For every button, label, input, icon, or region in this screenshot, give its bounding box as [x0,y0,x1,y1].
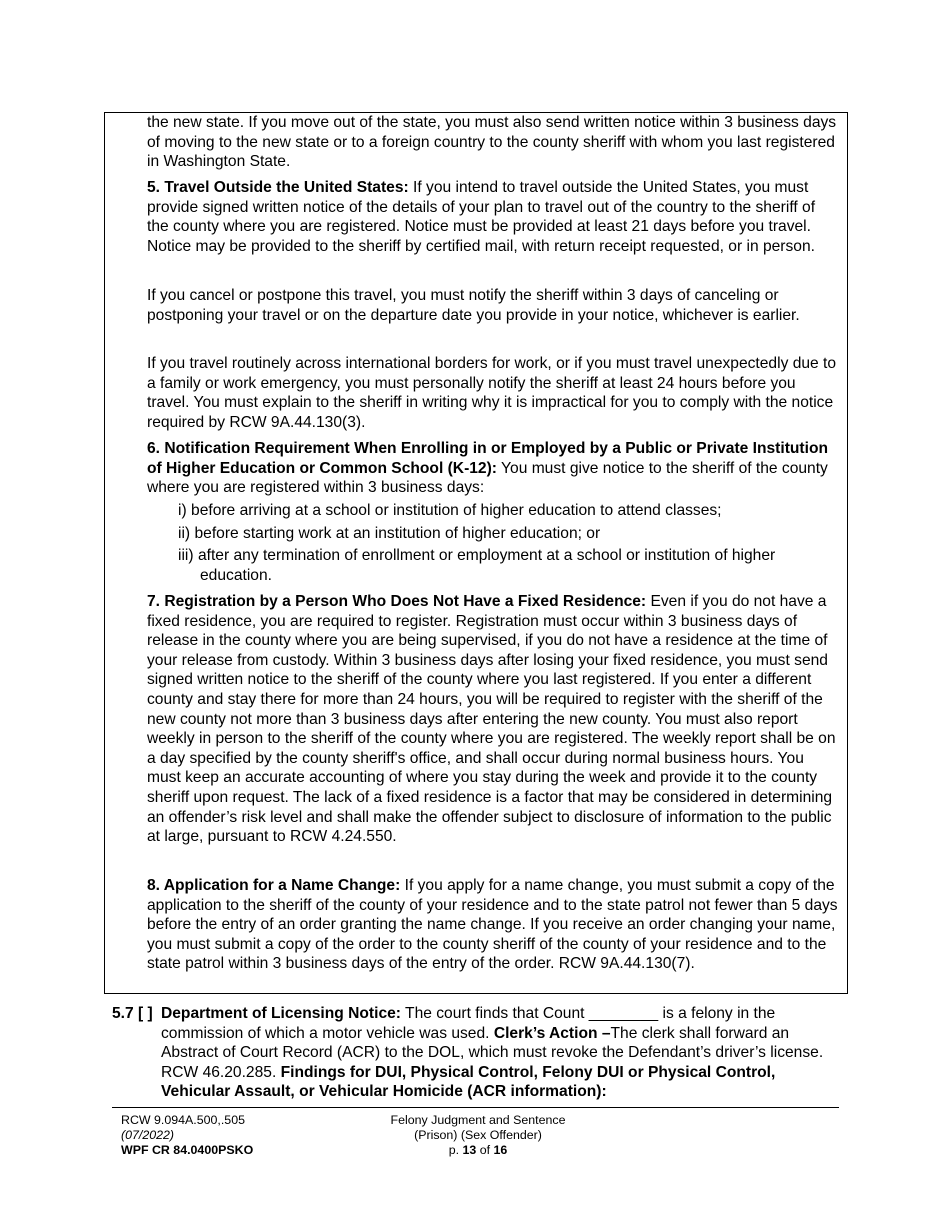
name-change-paragraph [147,876,839,974]
continued-paragraph: the new state. If you move out of the state, you must also send written notice within 3 business days of moving to the new state or to a foreign country to the county sheriff with whom you last registered in Washington State. [147,114,837,171]
travel-text: If you intend to travel outside the United States, you must provide signed written notice of the details of your plan to travel out of the country to the sheriff of the county where you are registered. Notice must be provided at least 21 days before you travel. Notice may be provided to the sheriff by certified mail, with return receipt requested, or in person. [147,179,816,255]
fixed-residence-text: Even if you do not have a fixed residence, you are required to register. Registration must occur within 3 business days of release in the county where you are being supervised, if you do not have a residence at the time of your release from custody. Within 3 business days after losing your fixed residence, you must send signed written notice to the sheriff of the county where you last registered. If you enter a different county and stay there for more than 24 hours, you will be required to register with the sheriff of the new county not more than 3 business days after entering the new county. You must also report weekly in person to the sheriff of the county where you are registered. The weekly report shall be on a day specified by the county sheriff's office, and shall occur during normal business hours. You must keep an accurate accounting of where you stay during the week and provide it to the county sheriff upon request. The lack of a fixed residence is a factor that may be considered in determining an offender’s risk level and shall make the offender subject to disclosure of information to the public at large, pursuant to RCW 4.24.550. [147,593,836,846]
fixed-residence-heading: 7. Registration by a Person Who Does Not Have a Fixed Residence: [147,593,647,610]
list-item-text: before arriving at a school or institution of higher education to attend classes; [191,502,722,519]
page-prefix: p. [448,1143,463,1157]
section-5-7-number: 5.7 [ ] [112,1005,153,1022]
findings-heading: Findings for DUI, Physical Control, Felony DUI or Physical Control, Vehicular Assault, or Vehicular Homicide (ACR information): [161,1063,776,1101]
footer-subtitle: (Prison) (Sex Offender) [414,1128,542,1142]
routine-travel-paragraph: If you travel routinely across international borders for work, or if you must travel unexpectedly due to a family or work emergency, you must personally notify the sheriff at least 24 hours before you travel. You must explain to the sheriff in writing why it is impractical for you to comply with the notice required by RCW 9A.44.130(3). [147,355,837,431]
clerk-action-label: Clerk’s Action – [493,1024,611,1042]
footer-divider [112,1107,839,1108]
list-item-number: ii) [178,525,191,542]
section-5-7-body [161,1004,842,1102]
footer-rcw: RCW 9.094A.500,.505 [121,1113,245,1127]
list-item-number: i) [178,502,187,519]
clerk-action-text: The clerk shall forward an Abstract of Court Record (ACR) to the DOL, which must revoke the Defendant’s driver’s license. RCW 46.20.285. [161,1024,824,1081]
footer-form-number: WPF CR 84.0400PSKO [121,1143,254,1157]
dol-notice-heading: Department of Licensing Notice: [161,1005,401,1022]
page-of: of [476,1143,494,1157]
footer-page-number [338,1143,618,1158]
total-pages: 16 [493,1143,508,1157]
list-item [178,546,775,566]
name-change-text: If you apply for a name change, you must submit a copy of the application to the sheriff of the county of your residence and to the state patrol not fewer than 5 days before the entry of an order granting the name change. If you receive an order changing your name, you must submit a copy of the order to the county sheriff of the county of your residence and to the state patrol within 3 business days of the entry of the order. RCW 9A.44.130(7). [147,877,838,973]
travel-outside-us-paragraph [147,178,839,256]
fixed-residence-paragraph [147,592,839,847]
travel-heading: 5. Travel Outside the United States: [147,179,409,196]
cancel-travel-paragraph: If you cancel or postpone this travel, you must notify the sheriff within 3 days of canceling or postponing your travel or on the departure date you provide in your notice, whichever is earlier. [147,287,800,324]
footer-date: (07/2022) [121,1128,175,1142]
higher-education-paragraph [147,439,839,498]
list-item-text: after any termination of enrollment or employment at a school or institution of higher [197,547,776,564]
higher-education-text: You must give notice to the sheriff of the county where you are registered within 3 business days: [147,459,828,497]
higher-education-heading: 6. Notification Requirement When Enrolling in or Employed by a Public or Private Institution of Higher Education or Common School (K-12): [147,440,828,477]
list-item-text: before starting work at an institution of higher education; or [194,525,601,542]
dol-notice-text: The court finds that Count ________ is a felony in the commission of which a motor vehicle was used. [161,1005,776,1042]
list-item [178,501,722,521]
footer-title: Felony Judgment and Sentence [390,1113,566,1127]
current-page: 13 [462,1143,477,1157]
list-item-number: iii) [178,547,194,564]
list-item [178,524,600,544]
list-item-continuation: education. [200,567,272,584]
name-change-heading: 8. Application for a Name Change: [147,877,401,894]
